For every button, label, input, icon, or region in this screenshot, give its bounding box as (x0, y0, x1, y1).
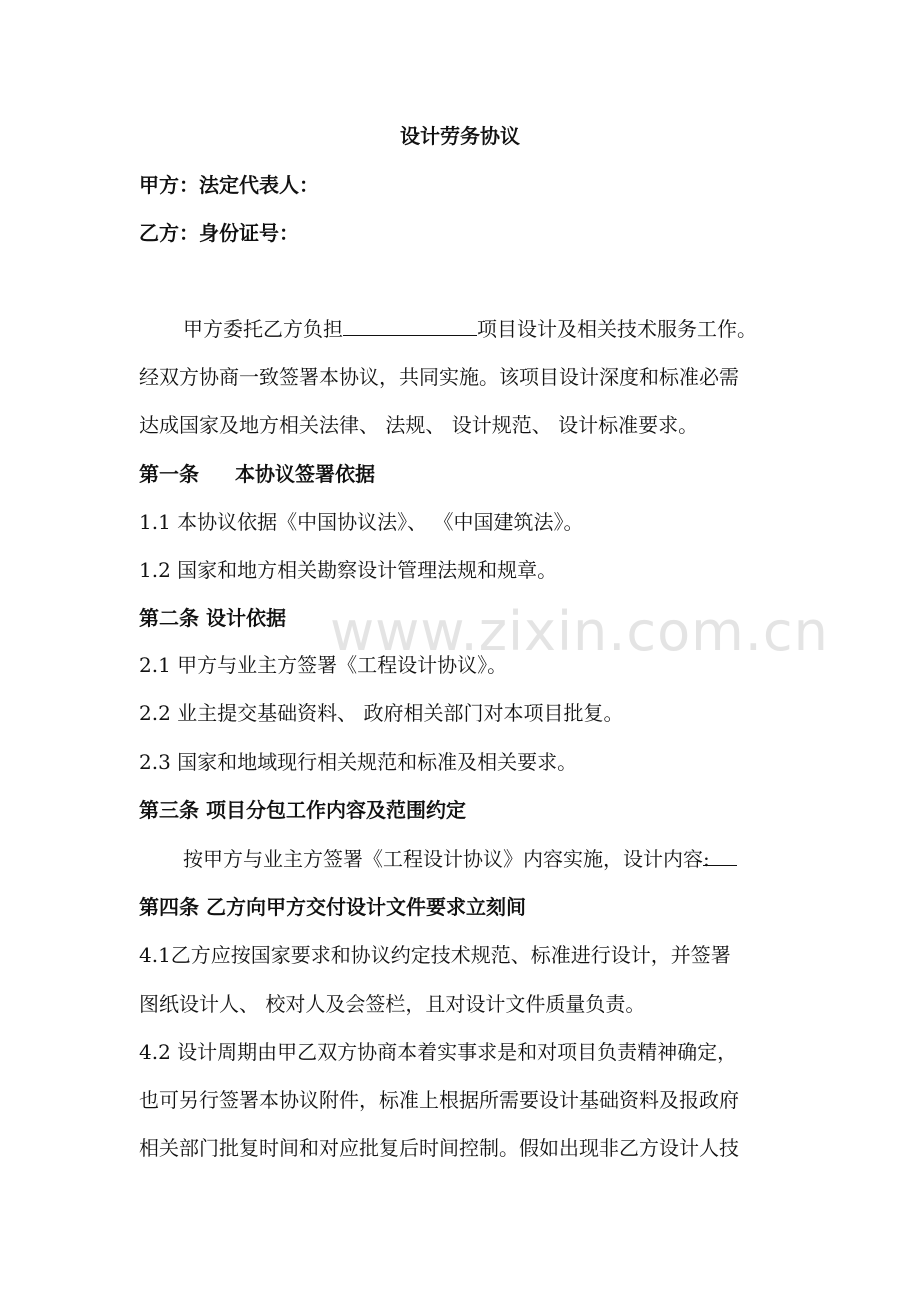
article-3-body (183, 845, 737, 873)
watermark: www.zixin.com.cn (330, 600, 829, 663)
document-title: 设计劳务协议 (400, 124, 520, 148)
clause-2-2: 2.2 业主提交基础资料、 政府相关部门对本项目批复。 (139, 701, 624, 725)
clause-4-2-line-1: 4.2 设计周期由甲乙双方协商本着实事求是和对项目负责精神确定， (139, 1040, 738, 1064)
clause-2-1: 2.1 甲方与业主方签署《工程设计协议》。 (139, 653, 508, 677)
design-content-blank (703, 845, 737, 871)
project-name-blank (343, 315, 477, 336)
article-1-title: 本协议签署依据 (235, 462, 375, 486)
article-1-number: 第一条 (139, 462, 199, 486)
design-content-colon: : (703, 847, 710, 871)
intro-line-1 (183, 315, 757, 343)
clause-2-3: 2.3 国家和地域现行相关规范和标准及相关要求。 (139, 750, 578, 774)
clause-1-1: 1.1 本协议依据《中国协议法》、 《中国建筑法》。 (139, 510, 584, 534)
clause-1-2: 1.2 国家和地方相关勘察设计管理法规和规章。 (139, 558, 558, 582)
article-4-heading: 第四条 乙方向甲方交付设计文件要求立刻间 (139, 895, 526, 919)
clause-4-1-line-2: 图纸设计人、 校对人及会签栏，且对设计文件质量负责。 (139, 992, 646, 1016)
clause-4-2-line-3: 相关部门批复时间和对应批复后时间控制。假如出现非乙方设计人技 (139, 1136, 739, 1160)
article-2-heading: 第二条 设计依据 (139, 606, 286, 630)
clause-4-1-line-1: 4.1乙方应按国家要求和协议约定技术规范、标准进行设计，并签署 (139, 943, 731, 967)
intro-text-a: 甲方委托乙方负担 (183, 317, 343, 341)
clause-4-2-line-2: 也可另行签署本协议附件，标准上根据所需要设计基础资料及报政府 (139, 1088, 739, 1112)
intro-text-b: 项目设计及相关技术服务工作。 (477, 317, 757, 341)
intro-line-2: 经双方协商一致签署本协议，共同实施。该项目设计深度和标准必需 (139, 365, 739, 389)
party-a-line: 甲方：法定代表人： (139, 173, 319, 197)
article-3-heading: 第三条 项目分包工作内容及范围约定 (139, 798, 466, 822)
article-3-text: 按甲方与业主方签署《工程设计协议》内容实施，设计内容 (183, 847, 703, 871)
party-b-line: 乙方：身份证号： (139, 221, 299, 245)
intro-line-3: 达成国家及地方相关法律、 法规、 设计规范、 设计标准要求。 (139, 413, 699, 437)
article-1-heading (139, 460, 375, 488)
